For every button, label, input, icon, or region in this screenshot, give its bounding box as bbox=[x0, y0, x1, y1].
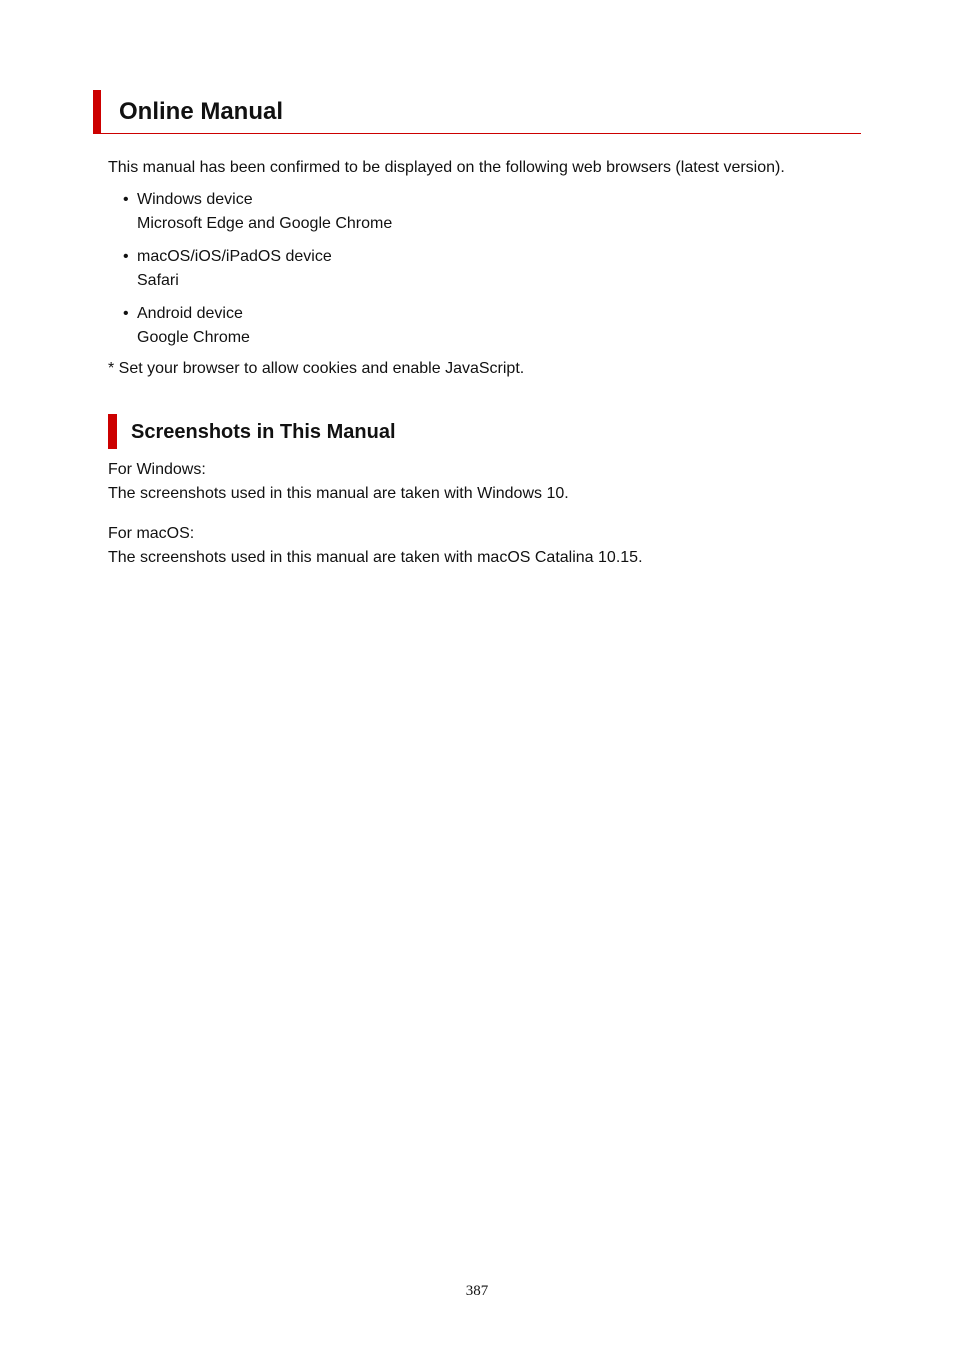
mac-block bbox=[108, 522, 643, 570]
windows-label: For Windows: bbox=[108, 461, 206, 478]
list-item bbox=[108, 188, 392, 236]
windows-text: The screenshots used in this manual are taken with Windows 10. bbox=[108, 485, 569, 502]
device-name: macOS/iOS/iPadOS device bbox=[137, 248, 332, 265]
device-name: Windows device bbox=[137, 191, 253, 208]
bullet: • bbox=[123, 248, 129, 265]
device-name: Android device bbox=[137, 305, 243, 322]
subheading-accent-bar bbox=[108, 414, 117, 449]
page-title: Online Manual bbox=[119, 98, 284, 125]
mac-label: For macOS: bbox=[108, 525, 195, 542]
list-item bbox=[108, 302, 392, 350]
subsection-heading bbox=[108, 414, 608, 449]
mac-text: The screenshots used in this manual are taken with macOS Catalina 10.15. bbox=[108, 549, 643, 566]
cookie-note: * Set your browser to allow cookies and enable JavaScript. bbox=[108, 360, 525, 377]
section-heading bbox=[93, 90, 861, 134]
list-item bbox=[108, 245, 392, 293]
browser-name: Google Chrome bbox=[137, 329, 250, 346]
windows-block bbox=[108, 458, 569, 506]
subsection-title: Screenshots in This Manual bbox=[131, 421, 396, 443]
page-number: 387 bbox=[465, 1283, 489, 1299]
browser-list bbox=[108, 188, 392, 359]
browser-name: Microsoft Edge and Google Chrome bbox=[137, 215, 393, 232]
heading-accent-bar bbox=[93, 90, 101, 133]
bullet: • bbox=[123, 305, 129, 322]
browser-name: Safari bbox=[137, 272, 179, 289]
bullet: • bbox=[123, 191, 129, 208]
intro-text: This manual has been confirmed to be displayed on the following web browsers (latest version). bbox=[108, 159, 785, 176]
